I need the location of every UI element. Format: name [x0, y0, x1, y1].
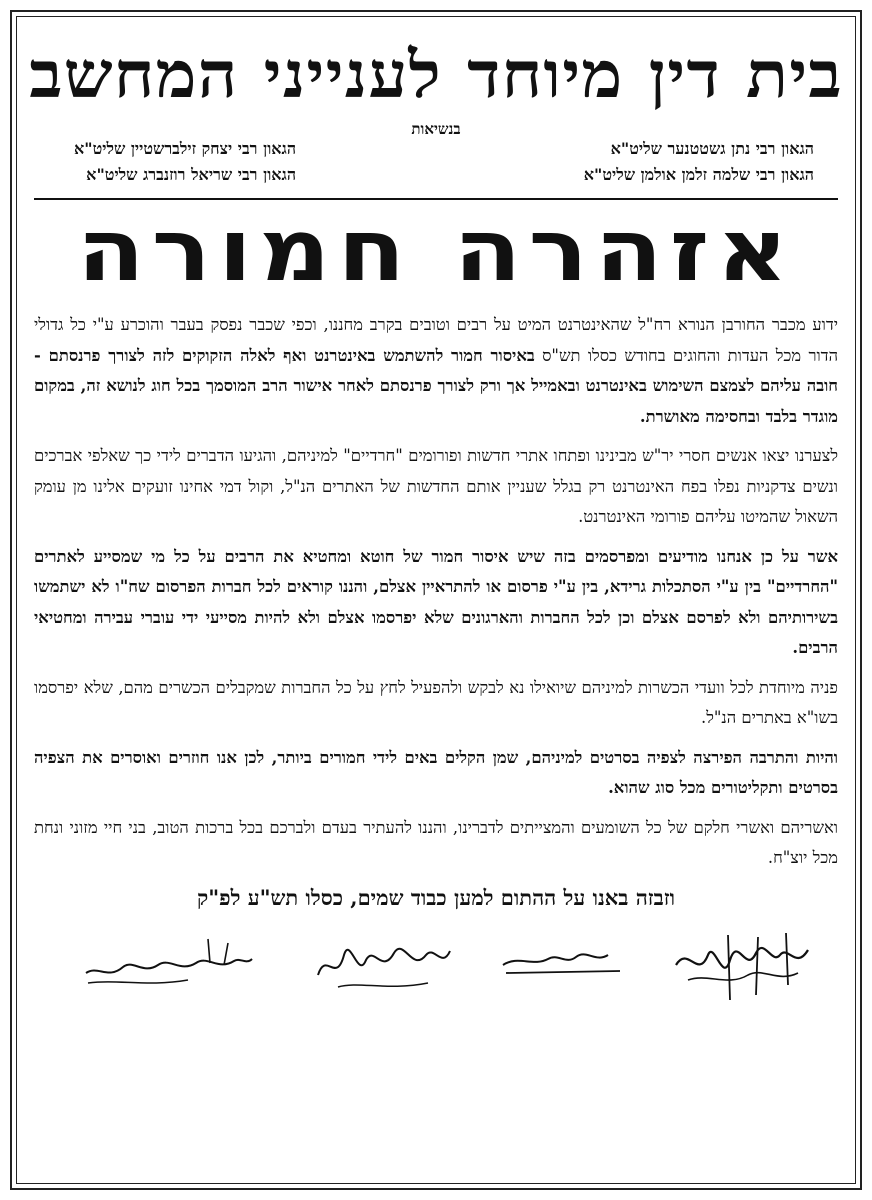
paragraph-bold-text: אשר על כן אנחנו מודיעים ומפרסמים בזה שיש איסור חמור של חוטא ומחטיא את הרבים על כל מי שמסייע לאתרים "החרדיים" בין ע"י הסתכלות גרידא, בין ע"י פרסום או להתראיין אצלם, והננו קוראים לכל חברות הפרסום שח"ו לא ישתמשו בשירותיהם ולא לפרסם אצלם וכן לכל החברות והארגונים שלא יפרסמו אצלם ולא להיות מסייעי ידי עוברי עבירה ומחטיאי הרבים.	[34, 546, 838, 657]
signature-3	[308, 925, 458, 1005]
signature-2	[498, 925, 628, 985]
rabbis-left-column	[74, 136, 296, 188]
notice-content	[29, 22, 843, 1015]
paragraph-2	[34, 441, 838, 533]
rabbis-list	[34, 136, 838, 188]
signatures-row	[34, 925, 838, 1015]
paragraph-4	[34, 673, 838, 734]
divider	[34, 198, 838, 200]
warning-title: אזהרה חמורה	[76, 201, 796, 301]
rabbi-name: הגאון רבי שלמה זלמן אולמן שליט"א	[583, 165, 814, 184]
rabbi-name: הגאון רבי שריאל רוזנברג שליט"א	[86, 165, 297, 184]
rabbis-right-column	[584, 136, 814, 188]
signature-4	[78, 925, 258, 995]
paragraph-text: ואשריהם ואשרי חלקם של כל השומעים והמצייתים לדברינו, והננו להעתיר בעדם ולברכם בכל ברכות הטוב, בני חיי מזוני ונחת מכל יוצ"ח.	[34, 817, 838, 867]
paragraph-bold-text: באיסור חמור להשתמש באינטרנט ואף לאלה הזקוקים לזה לצורך פרנסתם - חובה עליהם לצמצם השימוש באינטרנט ובאמייל אך ורק לצורך פרנסתם לאחר אישור הרב המוסמך בכל חוג לנושא זה, במקום מוגדר בלבד ובחסימה מאושרת.	[34, 345, 838, 426]
court-title: בית דין מיוחד לענייני המחשב	[29, 38, 843, 113]
paragraph-text: ידוע מכבר החורבן הנורא רח"ל שהאינטרנט המיט על רבים וטובים בקרב מחננו, וכפי שכבר נפסק בעבר והוכרע ע"י כל גדולי הדור מכל העדות והחוגים בחודש כסלו תש"ס	[34, 315, 838, 365]
paragraph-bold-text: והיות והתרבה הפירצה לצפיה בסרטים למיניהם, שמן הקלים באים לידי חמורים ביותר, לכן אנו חוזרים ואוסרים את הצפיה בסרטים ותקליטורים מכל סוג שהוא.	[34, 747, 838, 797]
paragraph-text: פניה מיוחדת לכל וועדי הכשרות למיניהם שיואילו נא לבקש ולהפעיל לחץ על כל החברות שמקבלים הכשרים מהם, שלא יפרסמו בשו"א באתרים הנ"ל.	[34, 677, 838, 727]
paragraph-3	[34, 542, 838, 664]
closing-line: וזבזה באנו על ההתום למען כבוד שמים, כסלו תש"ע לפ"ק	[197, 884, 675, 910]
presidency-label: בנשיאות	[411, 120, 461, 138]
notice-body	[34, 310, 838, 874]
paragraph-1	[34, 310, 838, 432]
rabbi-name: הגאון רבי נתן גשטטנער שליט"א	[610, 139, 814, 158]
signature-1	[668, 925, 818, 1010]
paragraph-5	[34, 743, 838, 804]
rabbi-name: הגאון רבי יצחק זילברשטיין שליט"א	[74, 139, 297, 158]
paragraph-6	[34, 813, 838, 874]
paragraph-text: לצערנו יצאו אנשים חסרי יר"ש מבינינו ופתחו אתרי חדשות ופורומים "חרדיים" למיניהם, והגיעו הדברים לידי כך שאלפי אברכים ונשים צדקניות נפלו בפח האינטרנט רק בגלל שעניין אותם החדשות של האתרים הנ"ל, וקול דמי אחינו זועקים אלינו מן עומק השאול שהמיטו עליהם פורומי האינטרנט.	[34, 446, 838, 526]
